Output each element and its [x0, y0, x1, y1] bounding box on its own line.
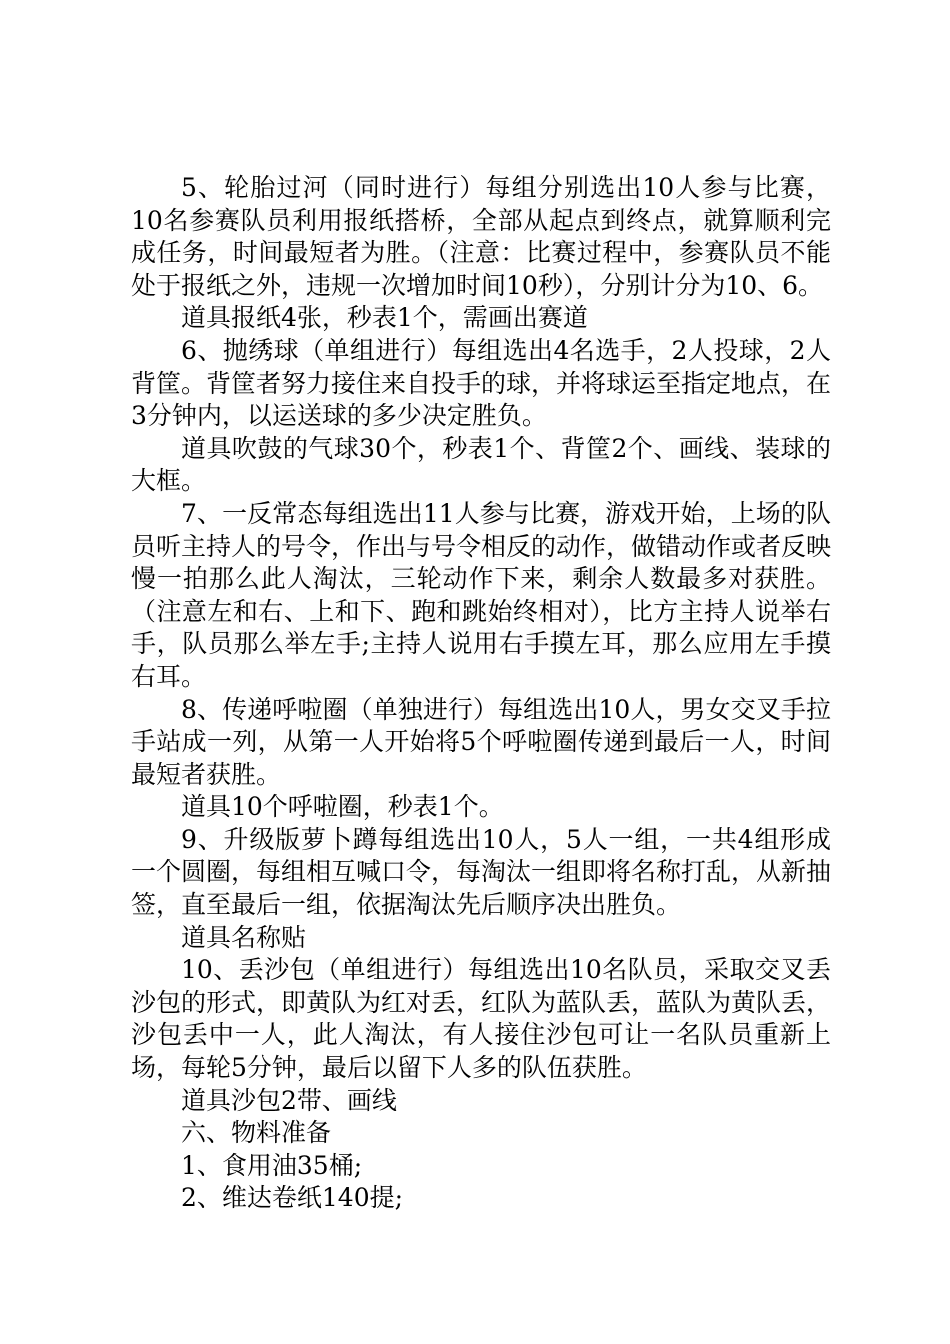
- paragraph-props-6: 道具吹鼓的气球30个，秒表1个、背筐2个、画线、装球的大框。: [131, 433, 831, 496]
- list-item-material-1: 1、食用油35桶;: [181, 1150, 363, 1180]
- paragraph-game-6: 6、抛绣球（单组进行）每组选出4名选手，2人投球，2人背筐。背筐者努力接住来自投手的球，并将球运至指定地点，在3分钟内，以运送球的多少决定胜负。: [131, 335, 832, 431]
- list-item-material-2: 2、维达卷纸140提;: [181, 1183, 404, 1213]
- paragraph-props-8: 道具10个呼啦圈，秒表1个。: [181, 792, 504, 822]
- paragraph-game-8: 8、传递呼啦圈（单独进行）每组选出10人，男女交叉手拉手站成一列，从第一人开始将5个呼啦圈传递到最后一人，时间最短者获胜。: [131, 694, 831, 789]
- paragraph-game-9: 9、升级版萝卜蹲每组选出10人，5人一组，一共4组形成一个圆圈，每组相互喊口令，每淘汰一组即将名称打乱，从新抽签，直至最后一组，依据淘汰先后顺序决出胜负。: [131, 824, 832, 920]
- paragraph-props-10: 道具沙包2带、画线: [181, 1085, 397, 1115]
- paragraph-game-10: 10、丢沙包（单组进行）每组选出10名队员，采取交叉丢沙包的形式，即黄队为红对丢，红队为蓝队丢，蓝队为黄队丢，沙包丢中一人，此人淘汰，有人接住沙包可让一名队员重新上场，每轮5分钟，最后以留下人多的队伍获胜。: [131, 955, 832, 1083]
- paragraph-game-5: 5、轮胎过河（同时进行）每组分别选出10人参与比赛，10名参赛队员利用报纸搭桥，全部从起点到终点，就算顺利完成任务，时间最短者为胜。（注意：比赛过程中，参赛队员不能处于报纸之外，违规一次增加时间10秒），分别计分为10、6。: [131, 173, 831, 300]
- section-heading-materials: 六、物料准备: [181, 1118, 332, 1148]
- paragraph-props-9: 道具名称贴: [181, 922, 307, 952]
- paragraph-game-7: 7、一反常态每组选出11人参与比赛，游戏开始，上场的队员听主持人的号令，作出与号令相反的动作，做错动作或者反映慢一拍那么此人淘汰，三轮动作下来，剩余人数最多对获胜。（注意左和右、上和下、跑和跳始终相对），比方主持人说举右手，队员那么举左手;主持人说用右手摸左耳，那么应用左手摸右耳。: [131, 498, 832, 691]
- document-body: [131, 172, 831, 1215]
- paragraph-props-5: 道具报纸4张，秒表1个，需画出赛道: [181, 303, 588, 333]
